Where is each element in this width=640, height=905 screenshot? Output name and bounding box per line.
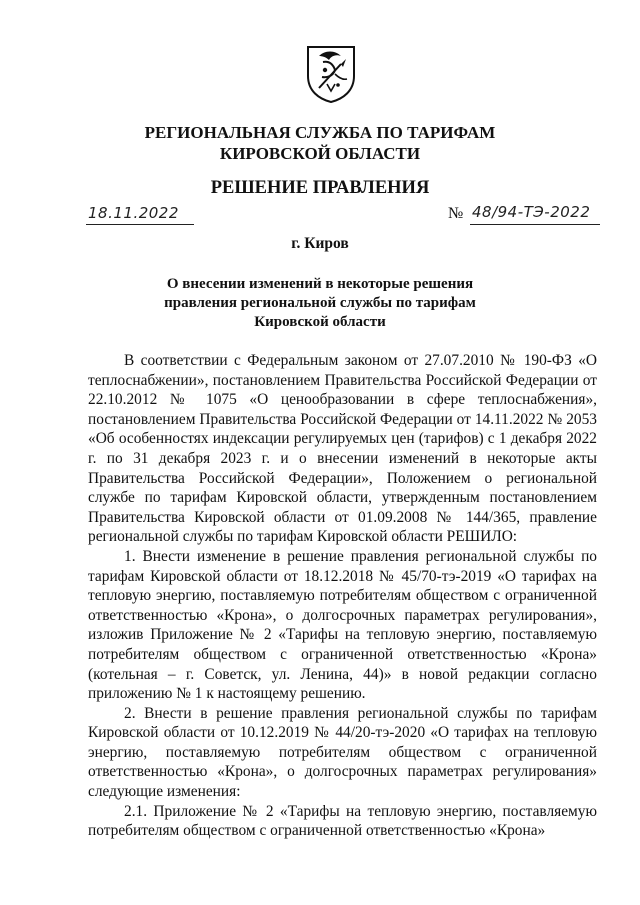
organization-name-line1: РЕГИОНАЛЬНАЯ СЛУЖБА ПО ТАРИФАМ <box>144 123 496 142</box>
number-underline <box>470 224 600 225</box>
document-date: 18.11.2022 <box>88 204 179 222</box>
subject-line1: О внесении изменений в некоторые решения <box>166 276 474 292</box>
kirov-coat-of-arms-icon <box>305 44 357 104</box>
document-title: РЕШЕНИЕ ПРАВЛЕНИЯ <box>210 178 430 198</box>
document-body <box>88 351 597 841</box>
subject-line3: Кировской области <box>254 314 386 330</box>
number-sign: № <box>448 205 464 222</box>
item-2-1-paragraph: 2.1. Приложение № 2 «Тарифы на тепловую энергию, поставляемую потребителям обществом с ограниченной ответственностью «Крона» <box>88 802 597 840</box>
city-name: г. Киров <box>291 235 349 252</box>
subject-line2: правления региональной службы по тарифам <box>164 295 476 311</box>
preamble-paragraph: В соответствии с Федеральным законом от 27.07.2010 № 190-ФЗ «О теплоснабжении», постановлением Правительства Российской Федерации от 22.10.2012 № 1075 «О ценообразовании в сфере теплоснабжения», постановлением Правительства Российской Федерации от 14.11.2022 № 2053 «Об особенностях индексации регулируемых цен (тарифов) с 1 декабря 2022 г. по 31 декабря 2023 г. и о внесении изменений в некоторые акты Правительства Российской Федерации», Положением о региональной службе по тарифам Кировской области, утвержденным постановлением Правительства Кировской области от 01.09.2008 № 144/365, правление региональной службы по тарифам Кировской области РЕШИЛО: <box>88 352 597 546</box>
item-1-paragraph: 1. Внести изменение в решение правления региональной службы по тарифам Кировской области от 18.12.2018 № 45/70-тэ-2019 «О тарифах на тепловую энергию, поставляемую потребителям обществом с ограниченной ответственностью «Крона», о долгосрочных параметрах регулирования», изложив Приложение № 2 «Тарифы на тепловую энергию, поставляемую потребителям обществом с ограниченной ответственностью «Крона» (котельная – г. Советск, ул. Ленина, 44)» в новой редакции согласно приложению № 1 к настоящему решению. <box>88 547 597 703</box>
document-number: 48/94-ТЭ-2022 <box>472 203 591 221</box>
organization-name-line2: КИРОВСКОЙ ОБЛАСТИ <box>219 144 421 163</box>
date-underline <box>86 224 194 225</box>
item-2-paragraph: 2. Внести в решение правления региональной службы по тарифам Кировской области от 10.12.2019 № 44/20-тэ-2020 «О тарифах на тепловую энергию, поставляемую потребителям обществом с ограниченной ответственностью «Крона», о долгосрочных параметрах регулирования» следующие изменения: <box>88 704 597 801</box>
